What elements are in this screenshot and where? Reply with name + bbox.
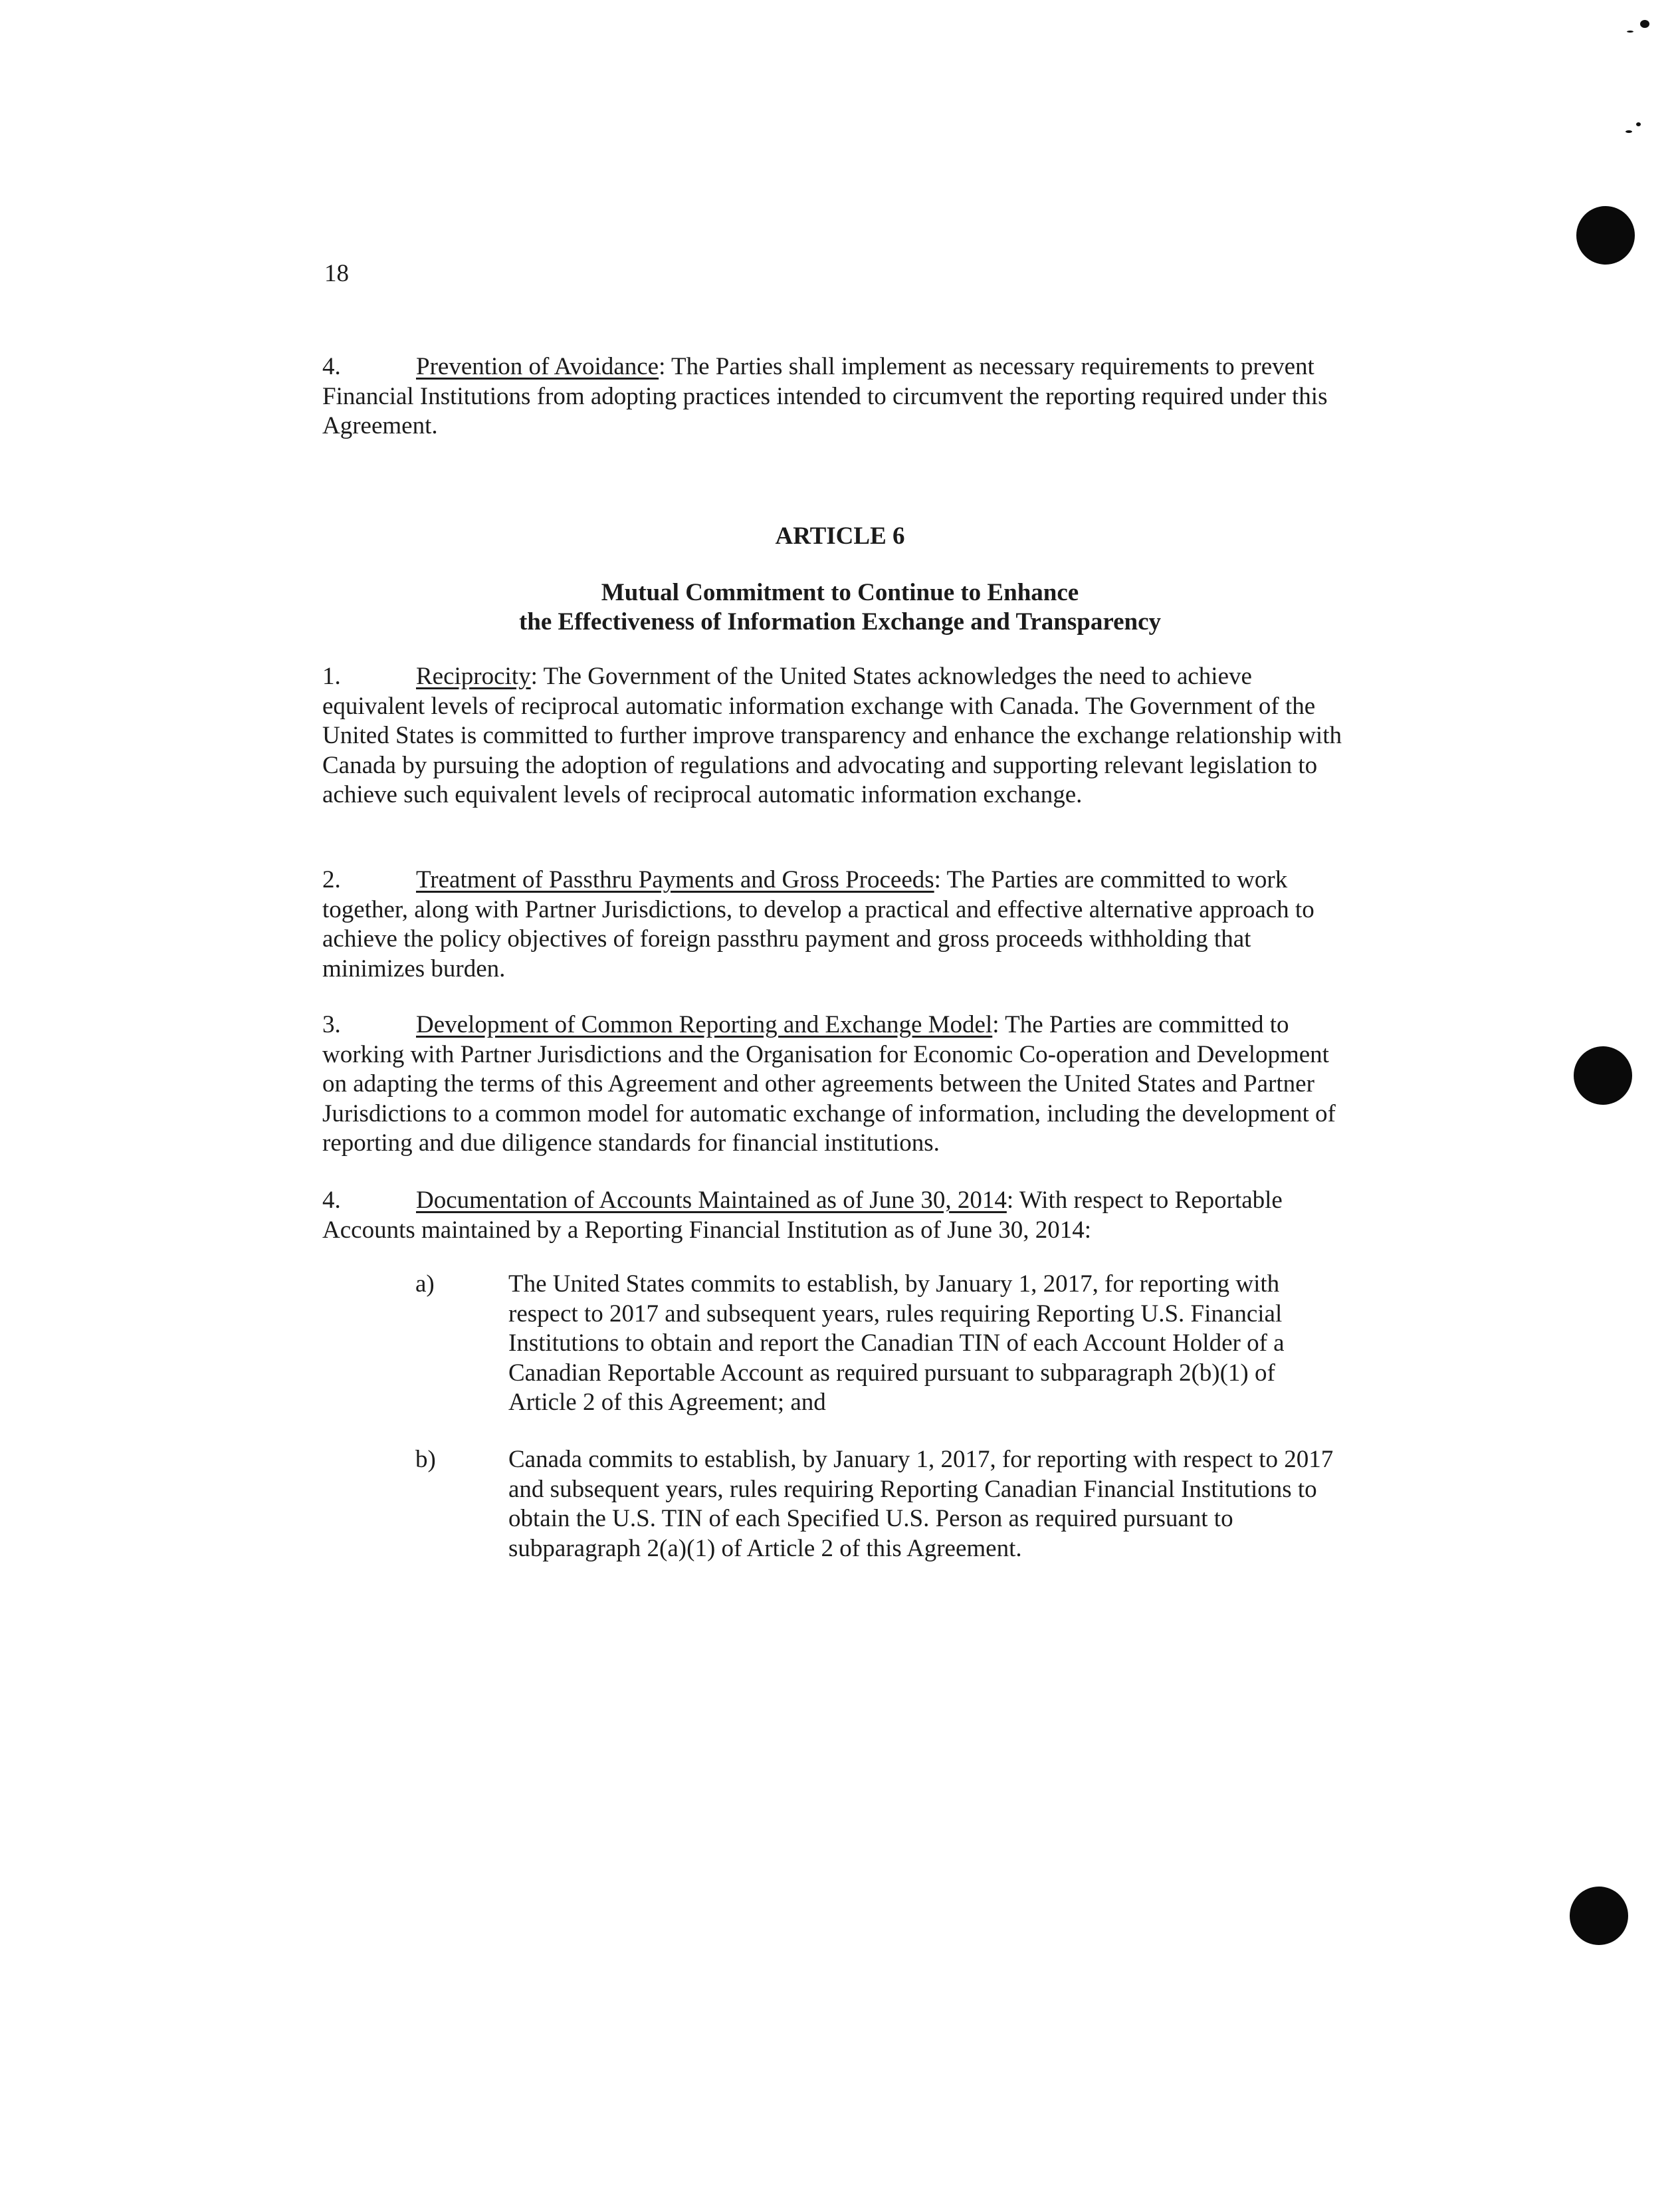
subparagraph-label-b: b) [415, 1446, 436, 1473]
punch-hole-middle [1574, 1046, 1632, 1105]
page-number: 18 [324, 260, 349, 287]
scan-speck [1636, 122, 1641, 126]
subparagraph-text-a: The United States commits to establish, by January 1, 2017, for reporting with respect to 2017 and subsequent years, rules requiring Reporting U.S. Financial Institutions to obtain and report the Canadian TIN of each Account Holder of a Canadian Reportable Account as required pursuant to subparagraph 2(b)(1) of Article 2 of this Agreement; and [508, 1270, 1285, 1416]
paragraph-reciprocity [322, 662, 1349, 810]
paragraph-body: : The Parties are committed to working with Partner Jurisdictions and the Organisation for Economic Co-operation and Development on adapting the terms of this Agreement and other agreements between the United States and Partner Jurisdictions to a common model for automatic exchange of information, including the development of reporting and due diligence standards for financial institutions. [322, 1011, 1336, 1157]
paragraph-heading: Treatment of Passthru Payments and Gross Proceeds [416, 866, 934, 893]
article-subtitle-line-1: Mutual Commitment to Continue to Enhance [601, 579, 1079, 606]
subparagraph-text-b: Canada commits to establish, by January 1, 2017, for reporting with respect to 2017 and subsequent years, rules requiring Reporting Canadian Financial Institutions to obtain the U.S. TIN of each Specified U.S. Person as required pursuant to subparagraph 2(a)(1) of Article 2 of this Agreement. [508, 1446, 1334, 1562]
article-title: ARTICLE 6 [775, 522, 905, 550]
paragraph-heading: Development of Common Reporting and Exchange Model [416, 1011, 993, 1038]
paragraph-prevention-of-avoidance [322, 352, 1349, 441]
paragraph-body: : The Parties are committed to work together, along with Partner Jurisdictions, to develop a practical and effective alternative approach to achieve the policy objectives of foreign passthru payment and gross proceeds withholding that minimizes burden. [322, 866, 1314, 982]
punch-hole-top [1576, 206, 1635, 265]
paragraph-number: 2. [322, 866, 341, 893]
scan-speck [1640, 20, 1649, 28]
paragraph-number: 4. [322, 353, 341, 380]
paragraph-body: : With respect to Reportable Accounts maintained by a Reporting Financial Institution as of June 30, 2014: [322, 1187, 1283, 1244]
paragraph-heading: Documentation of Accounts Maintained as of June 30, 2014 [416, 1187, 1007, 1214]
paragraph-number: 3. [322, 1011, 341, 1038]
paragraph-heading: Prevention of Avoidance [416, 353, 659, 380]
subparagraph-label-a: a) [415, 1270, 435, 1298]
paragraph-common-reporting-model [322, 1010, 1349, 1159]
scan-speck [1626, 130, 1632, 133]
paragraph-body: : The Government of the United States acknowledges the need to achieve equivalent levels of reciprocal automatic information exchange with Canada. The Government of the United States is committed to further improve transparency and enhance the exchange relationship with Canada by pursuing the adoption of regulations and advocating and supporting relevant legislation to achieve such equivalent levels of reciprocal automatic information exchange. [322, 663, 1342, 808]
paragraph-number: 4. [322, 1187, 341, 1214]
punch-hole-bottom [1570, 1887, 1628, 1945]
paragraph-passthru-payments [322, 865, 1349, 984]
paragraph-heading: Reciprocity [416, 663, 531, 690]
article-subtitle-line-2: the Effectiveness of Information Exchange and Transparency [518, 608, 1162, 635]
scan-speck [1627, 31, 1633, 33]
paragraph-body: : The Parties shall implement as necessary requirements to prevent Financial Institutions from adopting practices intended to circumvent the reporting required under this Agreement. [322, 353, 1328, 439]
paragraph-documentation-of-accounts [322, 1186, 1349, 1245]
paragraph-number: 1. [322, 663, 341, 690]
